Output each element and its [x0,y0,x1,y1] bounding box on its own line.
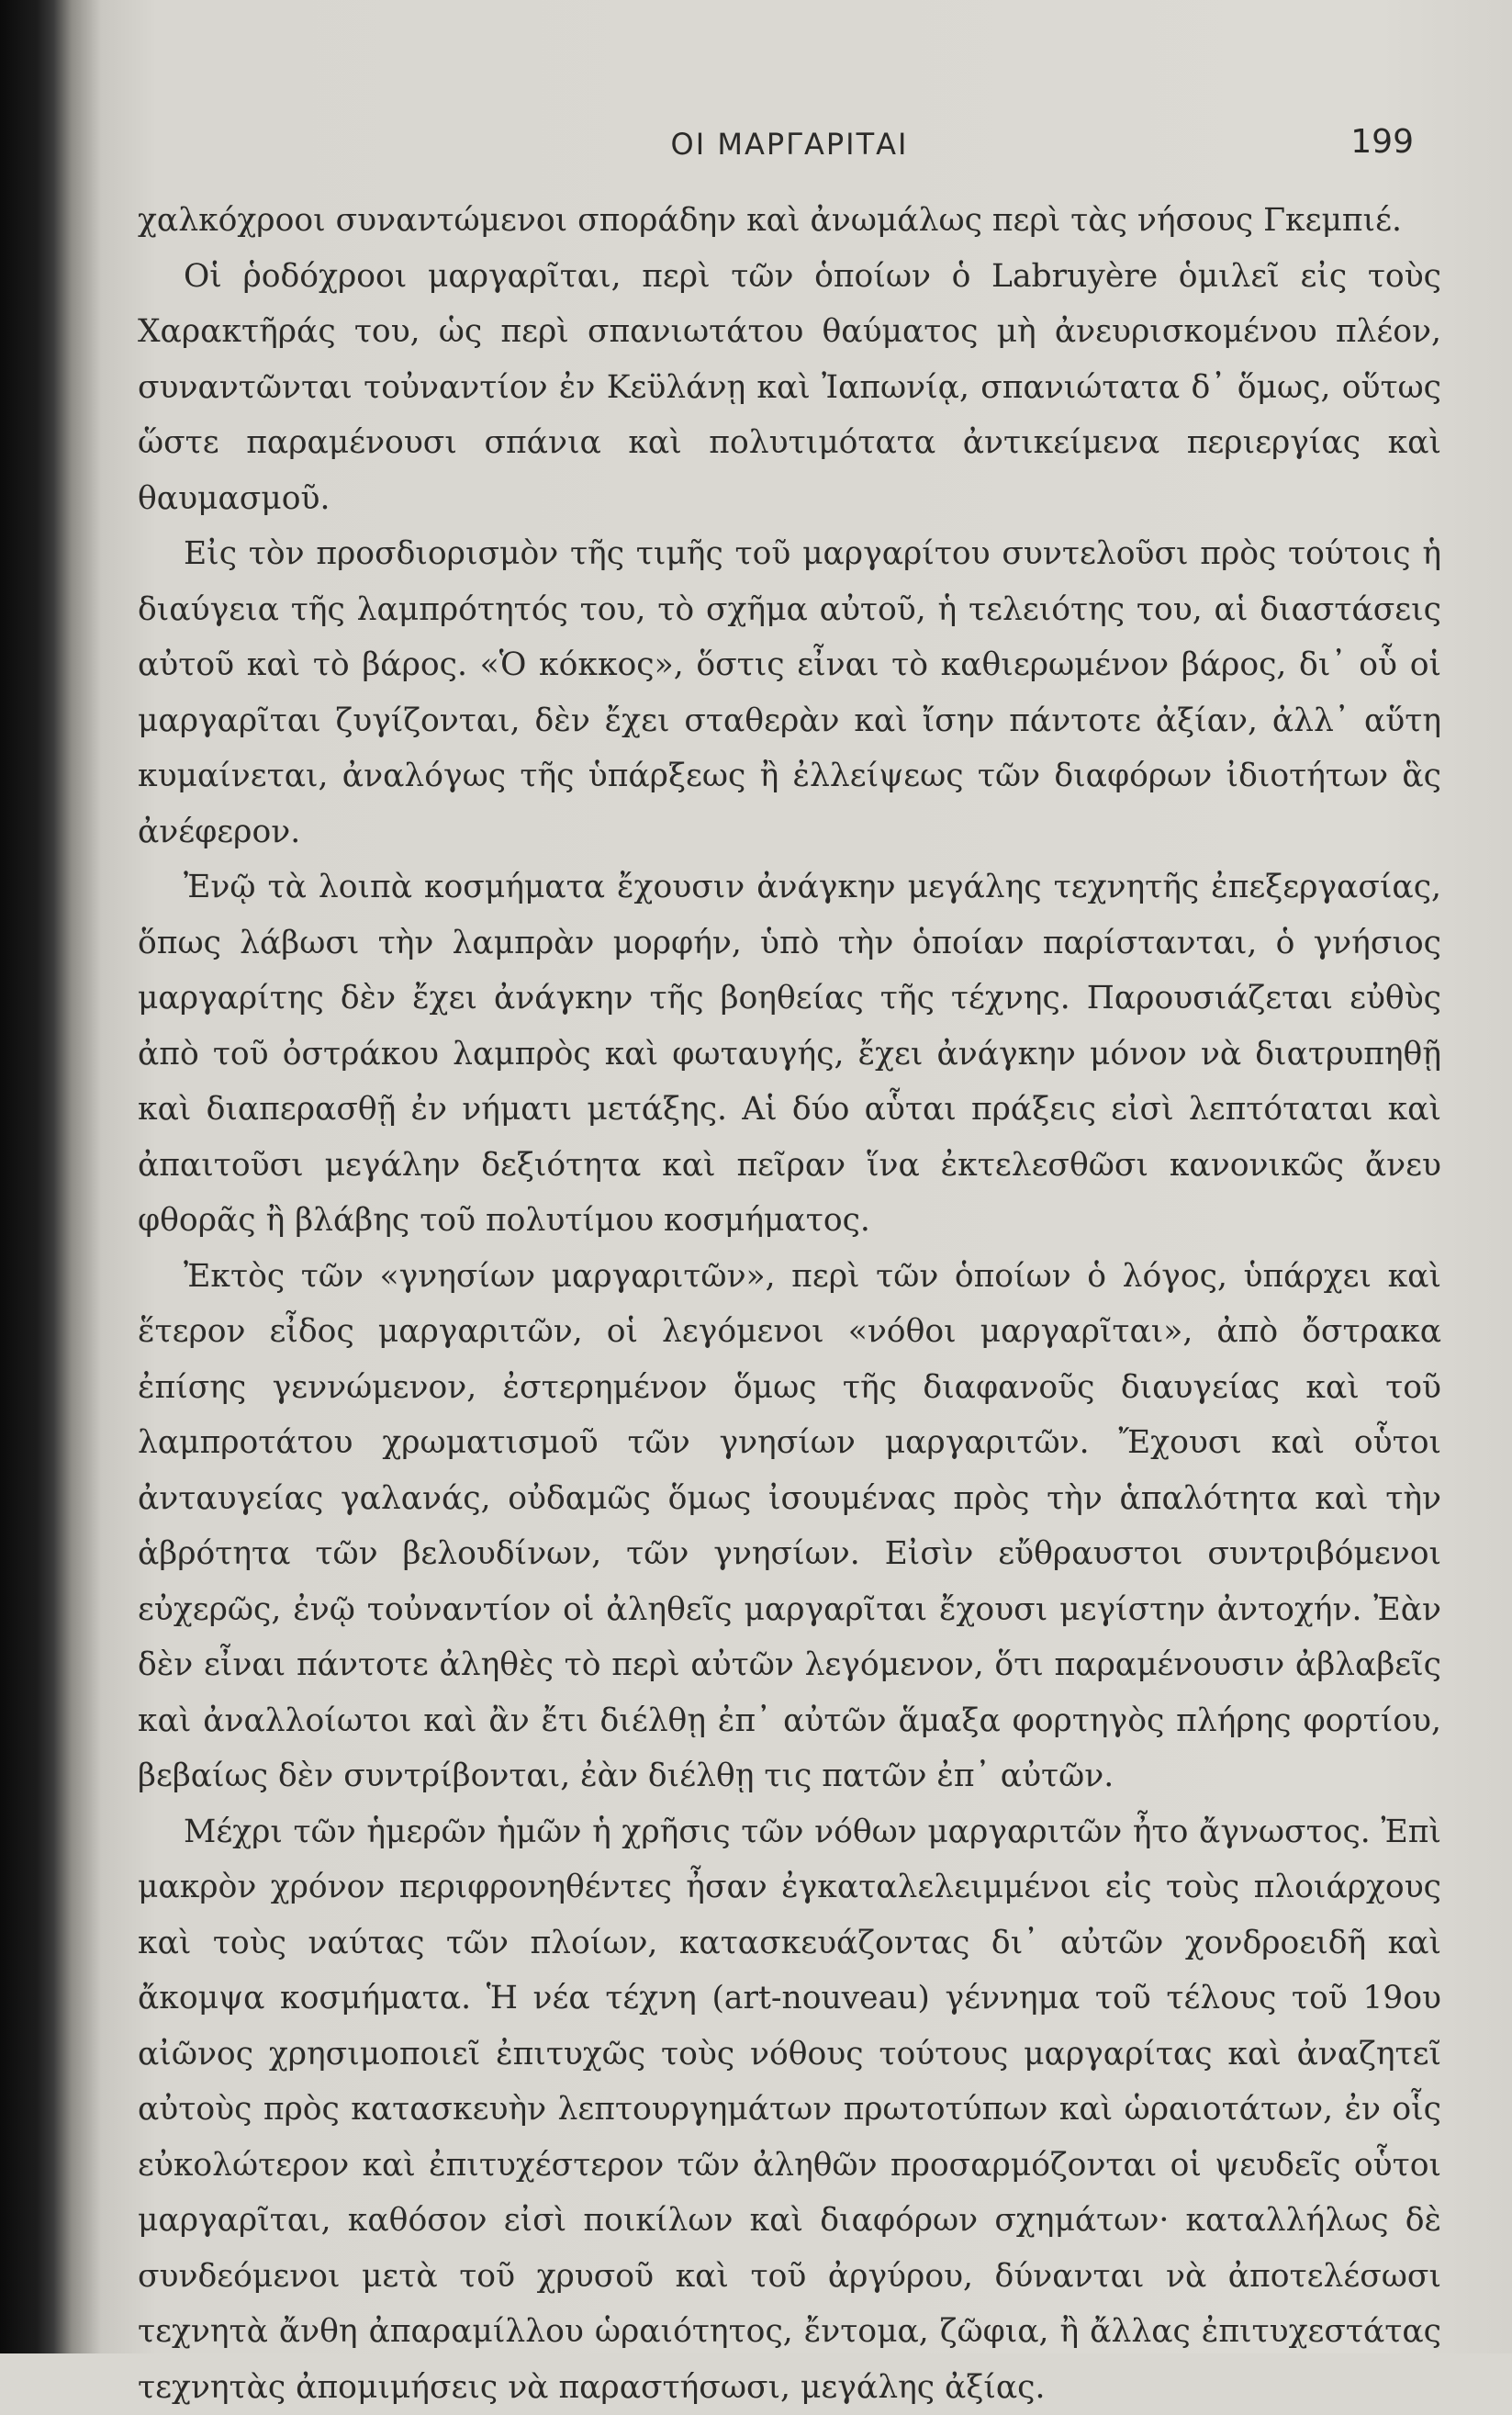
book-page [138,110,1441,2415]
paragraph-pearl-value: Εἰς τὸν προσδιορισμὸν τῆς τιμῆς τοῦ μαργαρίτου συντελοῦσι πρὸς τούτοις ἡ διαύγεια τῆς λαμπρότητός του, τὸ σχῆμα αὐτοῦ, ἡ τελειότης του, αἱ διαστάσεις αὐτοῦ καὶ τὸ βάρος. «Ὁ κόκκος», ὅστις εἶναι τὸ καθιερωμένον βάρος, δι᾽ οὗ οἱ μαργαρῖται ζυγίζονται, δὲν ἔχει σταθερὰν καὶ ἴσην πάντοτε ἀξίαν, ἀλλ᾽ αὕτη κυμαίνεται, ἀναλόγως τῆς ὑπάρξεως ἢ ἐλλείψεως τῶν διαφόρων ἰδιοτήτων ἃς ἀνέφερον. [138,526,1441,859]
paragraph-pearl-processing: Ἐνῷ τὰ λοιπὰ κοσμήματα ἔχουσιν ἀνάγκην μεγάλης τεχνητῆς ἐπεξεργασίας, ὅπως λάβωσι τὴν λαμπρὰν μορφήν, ὑπὸ τὴν ὁποίαν παρίστανται, ὁ γνήσιος μαργαρίτης δὲν ἔχει ἀνάγκην τῆς βοηθείας τῆς τέχνης. Παρουσιάζεται εὐθὺς ἀπὸ τοῦ ὀστράκου λαμπρὸς καὶ φωταυγής, ἔχει ἀνάγκην μόνον νὰ διατρυπηθῇ καὶ διαπερασθῇ ἐν νήματι μετάξης. Αἱ δύο αὗται πράξεις εἰσὶ λεπτόταται καὶ ἀπαιτοῦσι μεγάλην δεξιότητα καὶ πεῖραν ἵνα ἐκτελεσθῶσι κανονικῶς ἄνευ φθορᾶς ἢ βλάβης τοῦ πολυτίμου κοσμήματος. [138,859,1441,1249]
paragraph-rose-pearls: Οἱ ῥοδόχροοι μαργαρῖται, περὶ τῶν ὁποίων ὁ Labruyère ὁμιλεῖ εἰς τοὺς Χαρακτῆράς του, ὡς περὶ σπανιωτάτου θαύματος μὴ ἀνευρισκομένου πλέον, συναντῶνται τοὐναντίον ἐν Κεϋλάνῃ καὶ Ἰαπωνίᾳ, σπανιώτατα δ᾽ ὅμως, οὕτως ὥστε παραμένουσι σπάνια καὶ πολυτιμότατα ἀντικείμενα περιεργίας καὶ θαυμασμοῦ. [138,249,1441,527]
paragraph-false-pearls: Ἐκτὸς τῶν «γνησίων μαργαριτῶν», περὶ τῶν ὁποίων ὁ λόγος, ὑπάρχει καὶ ἕτερον εἶδος μαργαριτῶν, οἱ λεγόμενοι «νόθοι μαργαρῖται», ἀπὸ ὄστρακα ἐπίσης γεννώμενον, ἐστερημένον ὅμως τῆς διαφανοῦς διαυγείας καὶ τοῦ λαμπροτάτου χρωματισμοῦ τῶν γνησίων μαργαριτῶν. Ἔχουσι καὶ οὗτοι ἀνταυγείας γαλανάς, οὐδαμῶς ὅμως ἰσουμένας πρὸς τὴν ἁπαλότητα καὶ τὴν ἁβρότητα τῶν βελουδίνων, τῶν γνησίων. Εἰσὶν εὔθραυστοι συντριβόμενοι εὐχερῶς, ἐνῷ τοὐναντίον οἱ ἀληθεῖς μαργαρῖται ἔχουσι μεγίστην ἀντοχήν. Ἐὰν δὲν εἶναι πάντοτε ἀληθὲς τὸ περὶ αὐτῶν λεγόμενον, ὅτι παραμένουσιν ἀβλαβεῖς καὶ ἀναλλοίωτοι καὶ ἂν ἔτι διέλθῃ ἐπ᾽ αὐτῶν ἅμαξα φορτηγὸς πλήρης φορτίου, βεβαίως δὲν συντρίβονται, ἐὰν διέλθῃ τις πατῶν ἐπ᾽ αὐτῶν. [138,1249,1441,1804]
paragraph-continuation: χαλκόχροοι συναντώμενοι σποράδην καὶ ἀνωμάλως περὶ τὰς νήσους Γκεμπιέ. [138,193,1441,249]
running-title: ΟΙ ΜΑΡΓΑΡΙΤΑΙ [138,127,1441,162]
page-header [138,110,1441,193]
page-number: 199 [1350,123,1414,161]
paragraph-art-nouveau: Μέχρι τῶν ἡμερῶν ἡμῶν ἡ χρῆσις τῶν νόθων μαργαριτῶν ἦτο ἄγνωστος. Ἐπὶ μακρὸν χρόνον περιφρονηθέντες ἦσαν ἐγκαταλελειμμένοι εἰς τοὺς πλοιάρχους καὶ τοὺς ναύτας τῶν πλοίων, κατασκευάζοντας δι᾽ αὐτῶν χονδροειδῆ καὶ ἄκομψα κοσμήματα. Ἡ νέα τέχνη (art-nouveau) γέννημα τοῦ τέλους τοῦ 19ου αἰῶνος χρησιμοποιεῖ ἐπιτυχῶς τοὺς νόθους τούτους μαργαρίτας καὶ ἀναζητεῖ αὐτοὺς πρὸς κατασκευὴν λεπτουργημάτων πρωτοτύπων καὶ ὡραιοτάτων, ἐν οἷς εὐκολώτερον καὶ ἐπιτυχέστερον τῶν ἀληθῶν προσαρμόζονται οἱ ψευδεῖς οὗτοι μαργαρῖται, καθόσον εἰσὶ ποικίλων καὶ διαφόρων σχημάτων· καταλλήλως δὲ συνδεόμενοι μετὰ τοῦ χρυσοῦ καὶ τοῦ ἀργύρου, δύνανται νὰ ἀποτελέσωσι τεχνητὰ ἄνθη ἀπαραμίλλου ὡραιότητος, ἔντομα, ζῶφια, ἢ ἄλλας ἐπιτυχεστάτας τεχνητὰς ἀπομιμήσεις νὰ παραστήσωσι, μεγάλης ἀξίας. [138,1804,1441,2415]
body-text [138,193,1441,2415]
